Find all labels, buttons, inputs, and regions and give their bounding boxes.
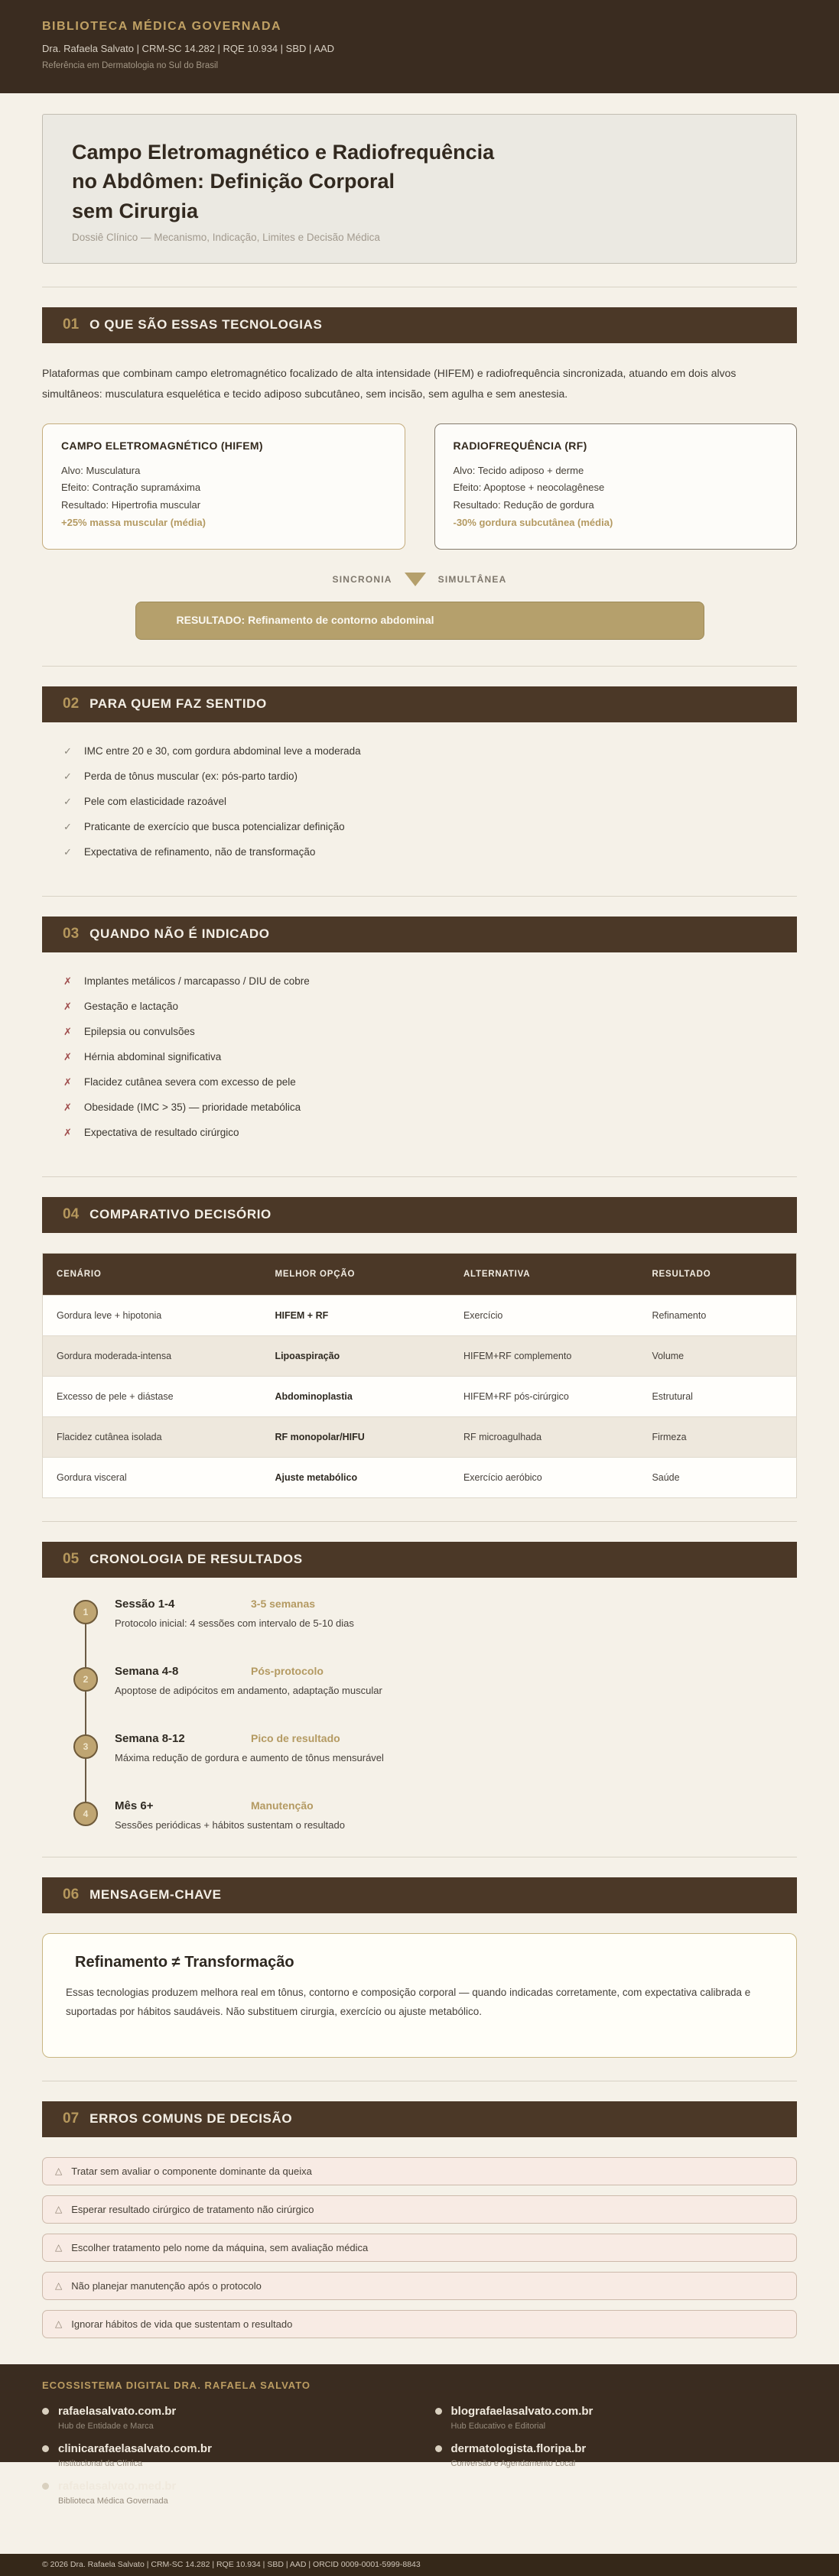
- timeline-step-title: Semana 4-8: [115, 1664, 179, 1678]
- column-header-cenario: CENÁRIO: [43, 1253, 262, 1295]
- section-title: CRONOLOGIA DE RESULTADOS: [89, 1552, 303, 1567]
- section-06-header: [42, 1877, 797, 1913]
- list-item-text: IMC entre 20 e 30, com gordura abdominal leve a moderada: [83, 745, 361, 757]
- warning-item: [42, 2157, 797, 2185]
- timeline-step-number: 4: [73, 1802, 98, 1826]
- indication-list: [42, 742, 797, 873]
- cross-icon: ✗: [63, 1126, 72, 1138]
- section-title: QUANDO NÃO É INDICADO: [89, 926, 270, 942]
- list-item: [63, 1001, 797, 1013]
- table-row: [43, 1295, 797, 1335]
- list-item: [63, 1051, 797, 1063]
- bullet-dot-icon: [435, 2408, 442, 2415]
- cell-resultado: Estrutural: [652, 1390, 693, 1402]
- section-01-header: [42, 307, 797, 343]
- timeline-step: [73, 1799, 797, 1831]
- footer-link-medbr[interactable]: rafaelasalvato.med.br: [58, 2479, 177, 2493]
- warning-text: Esperar resultado cirúrgico de tratamento não cirúrgico: [71, 2203, 314, 2215]
- timeline-step-number: 3: [73, 1734, 98, 1759]
- footer-link-description: Hub Educativo e Editorial: [450, 2421, 546, 2431]
- hifem-highlight: +25% massa muscular (média): [61, 516, 206, 528]
- footer-link-description: Institucional da Clínica: [58, 2458, 143, 2468]
- section-03-header: [42, 917, 797, 952]
- bullet-dot-icon: [435, 2445, 442, 2452]
- warning-item: [42, 2234, 797, 2262]
- warning-text: Tratar sem avaliar o componente dominante da queixa: [71, 2165, 312, 2177]
- rf-result: Resultado: Redução de gordura: [453, 499, 594, 511]
- footer-spacer: [0, 2462, 839, 2554]
- warning-text: Ignorar hábitos de vida que sustentam o resultado: [71, 2318, 293, 2330]
- section-number: 06: [63, 1887, 80, 1903]
- section-divider: [42, 1521, 797, 1522]
- list-item: [63, 796, 797, 808]
- timeline-step: [73, 1598, 797, 1629]
- cross-icon: ✗: [63, 1101, 72, 1113]
- section-number: 03: [63, 926, 80, 942]
- hifem-effect: Efeito: Contração supramáxima: [61, 482, 201, 494]
- page-subtitle: Dossiê Clínico — Mecanismo, Indicação, Limites e Decisão Médica: [72, 231, 380, 243]
- result-banner: [135, 602, 704, 640]
- key-message-card: [42, 1933, 797, 2058]
- check-icon: ✓: [63, 820, 72, 832]
- cell-alternativa: Exercício: [463, 1309, 503, 1321]
- contraindication-list: [42, 972, 797, 1153]
- footer-link-rafaelasalvato[interactable]: rafaelasalvato.com.br: [58, 2404, 177, 2418]
- footer-link-item: [435, 2405, 798, 2431]
- table-row: [43, 1376, 797, 1416]
- timeline-step-description: Sessões periódicas + hábitos sustentam o resultado: [115, 1818, 345, 1831]
- list-item: [63, 1026, 797, 1038]
- table-row: [43, 1335, 797, 1376]
- list-item-text: Expectativa de resultado cirúrgico: [83, 1126, 239, 1138]
- cell-cenario: Gordura visceral: [57, 1471, 127, 1483]
- section-common-errors: [42, 2101, 797, 2338]
- timeline-step-meta: Pico de resultado: [251, 1731, 340, 1744]
- section-timeline: [42, 1542, 797, 1834]
- column-header-alternativa: ALTERNATIVA: [450, 1253, 639, 1295]
- sync-label-left: SINCRONIA: [332, 573, 392, 585]
- cell-melhor-opcao: RF monopolar/HIFU: [275, 1431, 365, 1442]
- page-title-line-1: Campo Eletromagnético e Radiofrequência: [72, 141, 495, 164]
- list-item: [63, 771, 797, 783]
- cell-alternativa: RF microagulhada: [463, 1431, 542, 1442]
- timeline-step-body: [115, 1732, 797, 1763]
- warning-item: [42, 2272, 797, 2300]
- check-icon: ✓: [63, 745, 72, 757]
- section-contraindications: [42, 917, 797, 1153]
- timeline-step-meta: Pós-protocolo: [251, 1664, 324, 1677]
- timeline-step-description: Protocolo inicial: 4 sessões com intervalo de 5-10 dias: [115, 1617, 354, 1629]
- page-footer: [0, 2364, 839, 2506]
- footer-link-description: Biblioteca Médica Governada: [58, 2496, 168, 2506]
- timeline-step-number: 2: [73, 1667, 98, 1692]
- list-item-text: Pele com elasticidade razoável: [83, 795, 227, 807]
- section-number: 07: [63, 2110, 80, 2127]
- copyright-text: © 2026 Dra. Rafaela Salvato | CRM-SC 14.282 | RQE 10.934 | SBD | AAD | ORCID 0009-0001-5999-8843: [42, 2560, 421, 2570]
- list-item: [63, 821, 797, 833]
- key-message-title: Refinamento ≠ Transformação: [75, 1953, 294, 1971]
- page-header: [0, 0, 839, 93]
- warning-item: [42, 2195, 797, 2224]
- bullet-dot-icon: [42, 2408, 49, 2415]
- timeline-step-body: [115, 1598, 797, 1629]
- rf-card-title: RADIOFREQUÊNCIA (RF): [453, 439, 587, 452]
- column-header-resultado: RESULTADO: [638, 1253, 796, 1295]
- check-icon: ✓: [63, 795, 72, 807]
- bullet-dot-icon: [42, 2483, 49, 2490]
- table-header: [43, 1253, 797, 1295]
- cell-cenario: Excesso de pele + diástase: [57, 1390, 174, 1402]
- sync-label-right: SIMULTÂNEA: [437, 573, 507, 585]
- warning-triangle-icon: △: [55, 2204, 63, 2215]
- rf-card: [434, 423, 798, 550]
- cell-alternativa: HIFEM+RF pós-cirúrgico: [463, 1390, 569, 1402]
- list-item: [63, 745, 797, 758]
- timeline-step-meta: 3-5 semanas: [251, 1597, 316, 1610]
- warning-triangle-icon: △: [55, 2242, 63, 2253]
- footer-link-clinica[interactable]: clinicarafaelasalvato.com.br: [58, 2441, 212, 2455]
- hifem-result: Resultado: Hipertrofia muscular: [61, 499, 201, 511]
- timeline-step-number: 1: [73, 1600, 98, 1624]
- footer-link-item: [42, 2480, 405, 2506]
- section-number: 04: [63, 1206, 80, 1223]
- header-tagline: Referência em Dermatologia no Sul do Brasil: [42, 61, 219, 70]
- table-row: [43, 1457, 797, 1497]
- list-item-text: Obesidade (IMC > 35) — prioridade metabólica: [83, 1101, 301, 1113]
- error-list: [42, 2157, 797, 2338]
- footer-link-item: [42, 2442, 405, 2468]
- hifem-target: Alvo: Musculatura: [61, 464, 141, 476]
- timeline-step-title: Mês 6+: [115, 1799, 154, 1812]
- table-row: [43, 1416, 797, 1457]
- hero-card: [42, 114, 797, 264]
- page-title: [72, 138, 767, 225]
- brand-title: BIBLIOTECA MÉDICA GOVERNADA: [42, 20, 282, 33]
- cross-icon: ✗: [63, 975, 72, 987]
- cell-resultado: Refinamento: [652, 1309, 707, 1321]
- cell-resultado: Volume: [652, 1350, 685, 1361]
- rf-highlight: -30% gordura subcutânea (média): [453, 516, 613, 528]
- column-header-melhor-opcao: MELHOR OPÇÃO: [261, 1253, 450, 1295]
- warning-text: Não planejar manutenção após o protocolo: [71, 2279, 262, 2292]
- timeline-step-title: Semana 8-12: [115, 1731, 185, 1745]
- section-title: O QUE SÃO ESSAS TECNOLOGIAS: [89, 317, 323, 333]
- section-comparison: [42, 1197, 797, 1498]
- hifem-card-title: CAMPO ELETROMAGNÉTICO (HIFEM): [61, 439, 263, 452]
- cell-melhor-opcao: HIFEM + RF: [275, 1309, 329, 1321]
- warning-text: Escolher tratamento pelo nome da máquina, sem avaliação médica: [71, 2241, 369, 2253]
- cell-cenario: Gordura moderada-intensa: [57, 1350, 172, 1361]
- footer-link-description: Hub de Entidade e Marca: [58, 2421, 154, 2431]
- cell-resultado: Saúde: [652, 1471, 680, 1483]
- cell-melhor-opcao: Lipoaspiração: [275, 1350, 340, 1361]
- warning-triangle-icon: △: [55, 2166, 63, 2177]
- cross-icon: ✗: [63, 1050, 72, 1063]
- section-title: PARA QUEM FAZ SENTIDO: [89, 696, 267, 712]
- result-banner-text: RESULTADO: Refinamento de contorno abdominal: [176, 613, 434, 626]
- section-04-header: [42, 1197, 797, 1233]
- list-item-text: Implantes metálicos / marcapasso / DIU de cobre: [83, 975, 310, 987]
- timeline-step-meta: Manutenção: [251, 1799, 314, 1812]
- section-divider: [42, 666, 797, 667]
- list-item: [63, 1127, 797, 1139]
- technology-cards: [42, 423, 797, 550]
- down-triangle-icon: [405, 573, 426, 586]
- list-item-text: Epilepsia ou convulsões: [83, 1025, 195, 1037]
- doctor-credentials: Dra. Rafaela Salvato | CRM-SC 14.282 | RQE 10.934 | SBD | AAD: [42, 43, 335, 54]
- list-item: [63, 975, 797, 988]
- list-item-text: Perda de tônus muscular (ex: pós-parto tardio): [83, 770, 298, 782]
- list-item-text: Hérnia abdominal significativa: [83, 1050, 222, 1063]
- section-intro-text: Plataformas que combinam campo eletromagnético focalizado de alta intensidade (HIFEM) e radiofrequência sincronizada, atuando em dois alvos simultâneos: musculatura esquelética e tecido adiposo subcutâneo, sem incisão, sem agulha e sem anestesia.: [42, 366, 737, 401]
- section-title: MENSAGEM-CHAVE: [89, 1887, 222, 1903]
- warning-triangle-icon: △: [55, 2318, 63, 2330]
- footer-link-dermatologista[interactable]: dermatologista.floripa.br: [450, 2441, 587, 2455]
- list-item: [63, 1101, 797, 1114]
- rf-effect: Efeito: Apoptose + neocolagênese: [453, 482, 605, 494]
- list-item-text: Expectativa de refinamento, não de transformação: [83, 845, 316, 858]
- timeline-connector-line: [85, 1611, 86, 1803]
- timeline-step-body: [115, 1799, 797, 1831]
- copyright-bar: [0, 2554, 839, 2576]
- timeline-step-title: Sessão 1-4: [115, 1597, 175, 1611]
- section-key-message: [42, 1877, 797, 2058]
- footer-link-item: [435, 2442, 798, 2468]
- section-divider: [42, 896, 797, 897]
- bullet-dot-icon: [42, 2445, 49, 2452]
- footer-link-item: [42, 2405, 405, 2431]
- results-timeline: [73, 1598, 797, 1834]
- timeline-step-description: Apoptose de adipócitos em andamento, adaptação muscular: [115, 1684, 382, 1696]
- section-title: COMPARATIVO DECISÓRIO: [89, 1207, 272, 1222]
- section-number: 01: [63, 316, 80, 333]
- section-number: 05: [63, 1551, 80, 1568]
- section-02-header: [42, 686, 797, 722]
- list-item-text: Praticante de exercício que busca potencializar definição: [83, 820, 345, 832]
- page-title-line-2: no Abdômen: Definição Corporal: [72, 170, 395, 193]
- footer-link-blog[interactable]: blografaelasalvato.com.br: [450, 2404, 593, 2418]
- timeline-step: [73, 1732, 797, 1763]
- footer-title: ECOSSISTEMA DIGITAL DRA. RAFAELA SALVATO: [42, 2379, 311, 2391]
- cross-icon: ✗: [63, 1000, 72, 1012]
- cell-melhor-opcao: Ajuste metabólico: [275, 1471, 358, 1483]
- hifem-card: [42, 423, 405, 550]
- list-item: [63, 846, 797, 858]
- rf-target: Alvo: Tecido adiposo + derme: [453, 464, 584, 476]
- list-item-text: Gestação e lactação: [83, 1000, 178, 1012]
- footer-link-description: Conversão e Agendamento Local: [450, 2458, 576, 2468]
- section-indications: [42, 686, 797, 873]
- cell-alternativa: HIFEM+RF complemento: [463, 1350, 572, 1361]
- timeline-step-body: [115, 1665, 797, 1696]
- timeline-step: [73, 1665, 797, 1696]
- warning-item: [42, 2310, 797, 2338]
- main-content: [0, 114, 839, 2338]
- warning-triangle-icon: △: [55, 2280, 63, 2292]
- page-title-line-3: sem Cirurgia: [72, 199, 199, 222]
- cell-cenario: Gordura leve + hipotonia: [57, 1309, 162, 1321]
- decision-table: [42, 1253, 797, 1498]
- cell-resultado: Firmeza: [652, 1431, 687, 1442]
- list-item: [63, 1076, 797, 1088]
- key-message-text: Essas tecnologias produzem melhora real em tônus, contorno e composição corporal — quando indicadas corretamente, com expectativa calibrada e suportadas por hábitos saudáveis. Não substituem cirurgia, exercício ou ajuste metabólico.: [66, 1986, 751, 2017]
- check-icon: ✓: [63, 770, 72, 782]
- sync-row: [42, 573, 797, 586]
- section-divider: [42, 1176, 797, 1177]
- section-number: 02: [63, 696, 80, 712]
- section-technologies: [42, 307, 797, 640]
- section-title: ERROS COMUNS DE DECISÃO: [89, 2111, 293, 2127]
- cross-icon: ✗: [63, 1025, 72, 1037]
- check-icon: ✓: [63, 845, 72, 858]
- cell-cenario: Flacidez cutânea isolada: [57, 1431, 162, 1442]
- cell-alternativa: Exercício aeróbico: [463, 1471, 542, 1483]
- cell-melhor-opcao: Abdominoplastia: [275, 1390, 353, 1402]
- section-05-header: [42, 1542, 797, 1578]
- section-07-header: [42, 2101, 797, 2137]
- timeline-step-description: Máxima redução de gordura e aumento de tônus mensurável: [115, 1751, 384, 1763]
- list-item-text: Flacidez cutânea severa com excesso de pele: [83, 1075, 296, 1088]
- cross-icon: ✗: [63, 1075, 72, 1088]
